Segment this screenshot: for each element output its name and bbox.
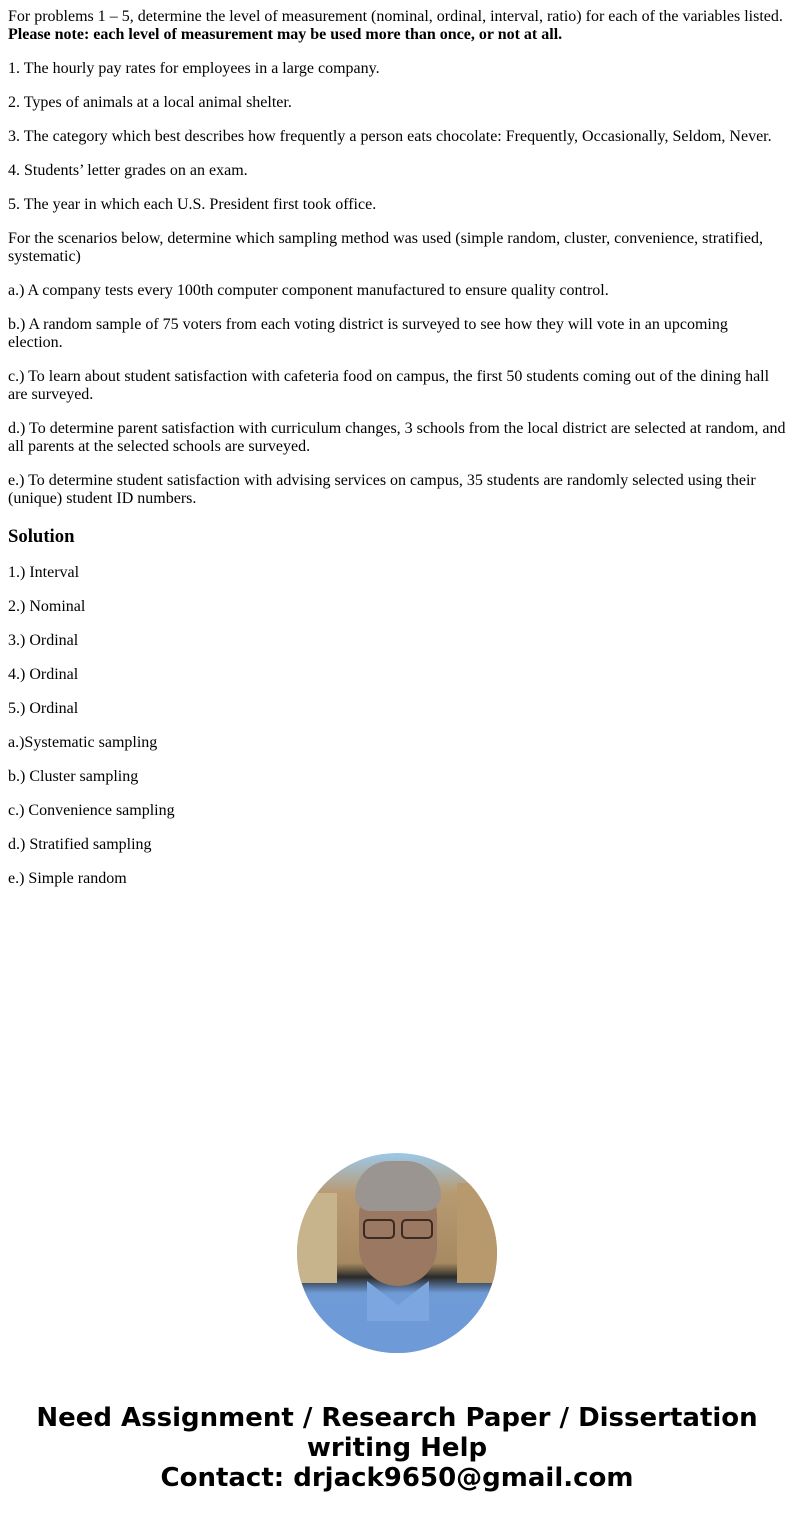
answer-e: e.) Simple random — [8, 870, 127, 887]
avatar-background-right — [457, 1183, 497, 1283]
tutor-avatar — [297, 1153, 497, 1353]
question-c: c.) To learn about student satisfaction with cafeteria food on campus, the first 50 students coming out of the dining hall are surveyed. — [8, 368, 770, 403]
measurement-questions — [8, 60, 786, 508]
question-4: 4. Students’ letter grades on an exam. — [8, 162, 248, 179]
answer-2: 2.) Nominal — [8, 598, 86, 615]
promo-line-2: writing Help — [306, 1433, 488, 1463]
avatar-collar — [367, 1281, 429, 1321]
answer-4: 4.) Ordinal — [8, 666, 79, 683]
answer-1: 1.) Interval — [8, 564, 80, 581]
answer-a: a.)Systematic sampling — [8, 734, 158, 751]
solution-heading: Solution — [8, 526, 75, 547]
answer-b: b.) Cluster sampling — [8, 768, 139, 785]
question-e: e.) To determine student satisfaction with advising services on campus, 35 students are randomly selected using their (unique) student ID numbers. — [8, 472, 756, 507]
promo-banner — [0, 1403, 794, 1493]
question-3: 3. The category which best describes how frequently a person eats chocolate: Frequently, Occasionally, Seldom, Never. — [8, 128, 772, 145]
answer-d: d.) Stratified sampling — [8, 836, 152, 853]
intro-note: Please note: each level of measurement may be used more than once, or not at all. — [8, 26, 563, 43]
answer-3: 3.) Ordinal — [8, 632, 79, 649]
question-d: d.) To determine parent satisfaction with curriculum changes, 3 schools from the local district are selected at random, and all parents at the selected schools are surveyed. — [8, 420, 786, 455]
intro-text: For problems 1 – 5, determine the level of measurement (nominal, ordinal, interval, ratio) for each of the variables listed. — [8, 8, 783, 25]
problem-intro — [8, 8, 786, 44]
question-2: 2. Types of animals at a local animal shelter. — [8, 94, 292, 111]
answer-5: 5.) Ordinal — [8, 700, 79, 717]
avatar-hair — [355, 1161, 441, 1211]
glasses-icon — [363, 1219, 395, 1239]
promo-contact: Contact: drjack9650@gmail.com — [160, 1463, 634, 1493]
glasses-icon — [401, 1219, 433, 1239]
avatar-background-left — [297, 1193, 337, 1283]
solution-answers — [8, 564, 786, 888]
question-a: a.) A company tests every 100th computer component manufactured to ensure quality control. — [8, 282, 609, 299]
question-5: 5. The year in which each U.S. President first took office. — [8, 196, 377, 213]
promo-line-1: Need Assignment / Research Paper / Dissertation — [36, 1403, 758, 1433]
sampling-intro: For the scenarios below, determine which sampling method was used (simple random, cluster, convenience, stratified, systematic) — [8, 230, 763, 265]
question-1: 1. The hourly pay rates for employees in a large company. — [8, 60, 380, 77]
question-b: b.) A random sample of 75 voters from each voting district is surveyed to see how they will vote in an upcoming election. — [8, 316, 728, 351]
answer-c: c.) Convenience sampling — [8, 802, 175, 819]
